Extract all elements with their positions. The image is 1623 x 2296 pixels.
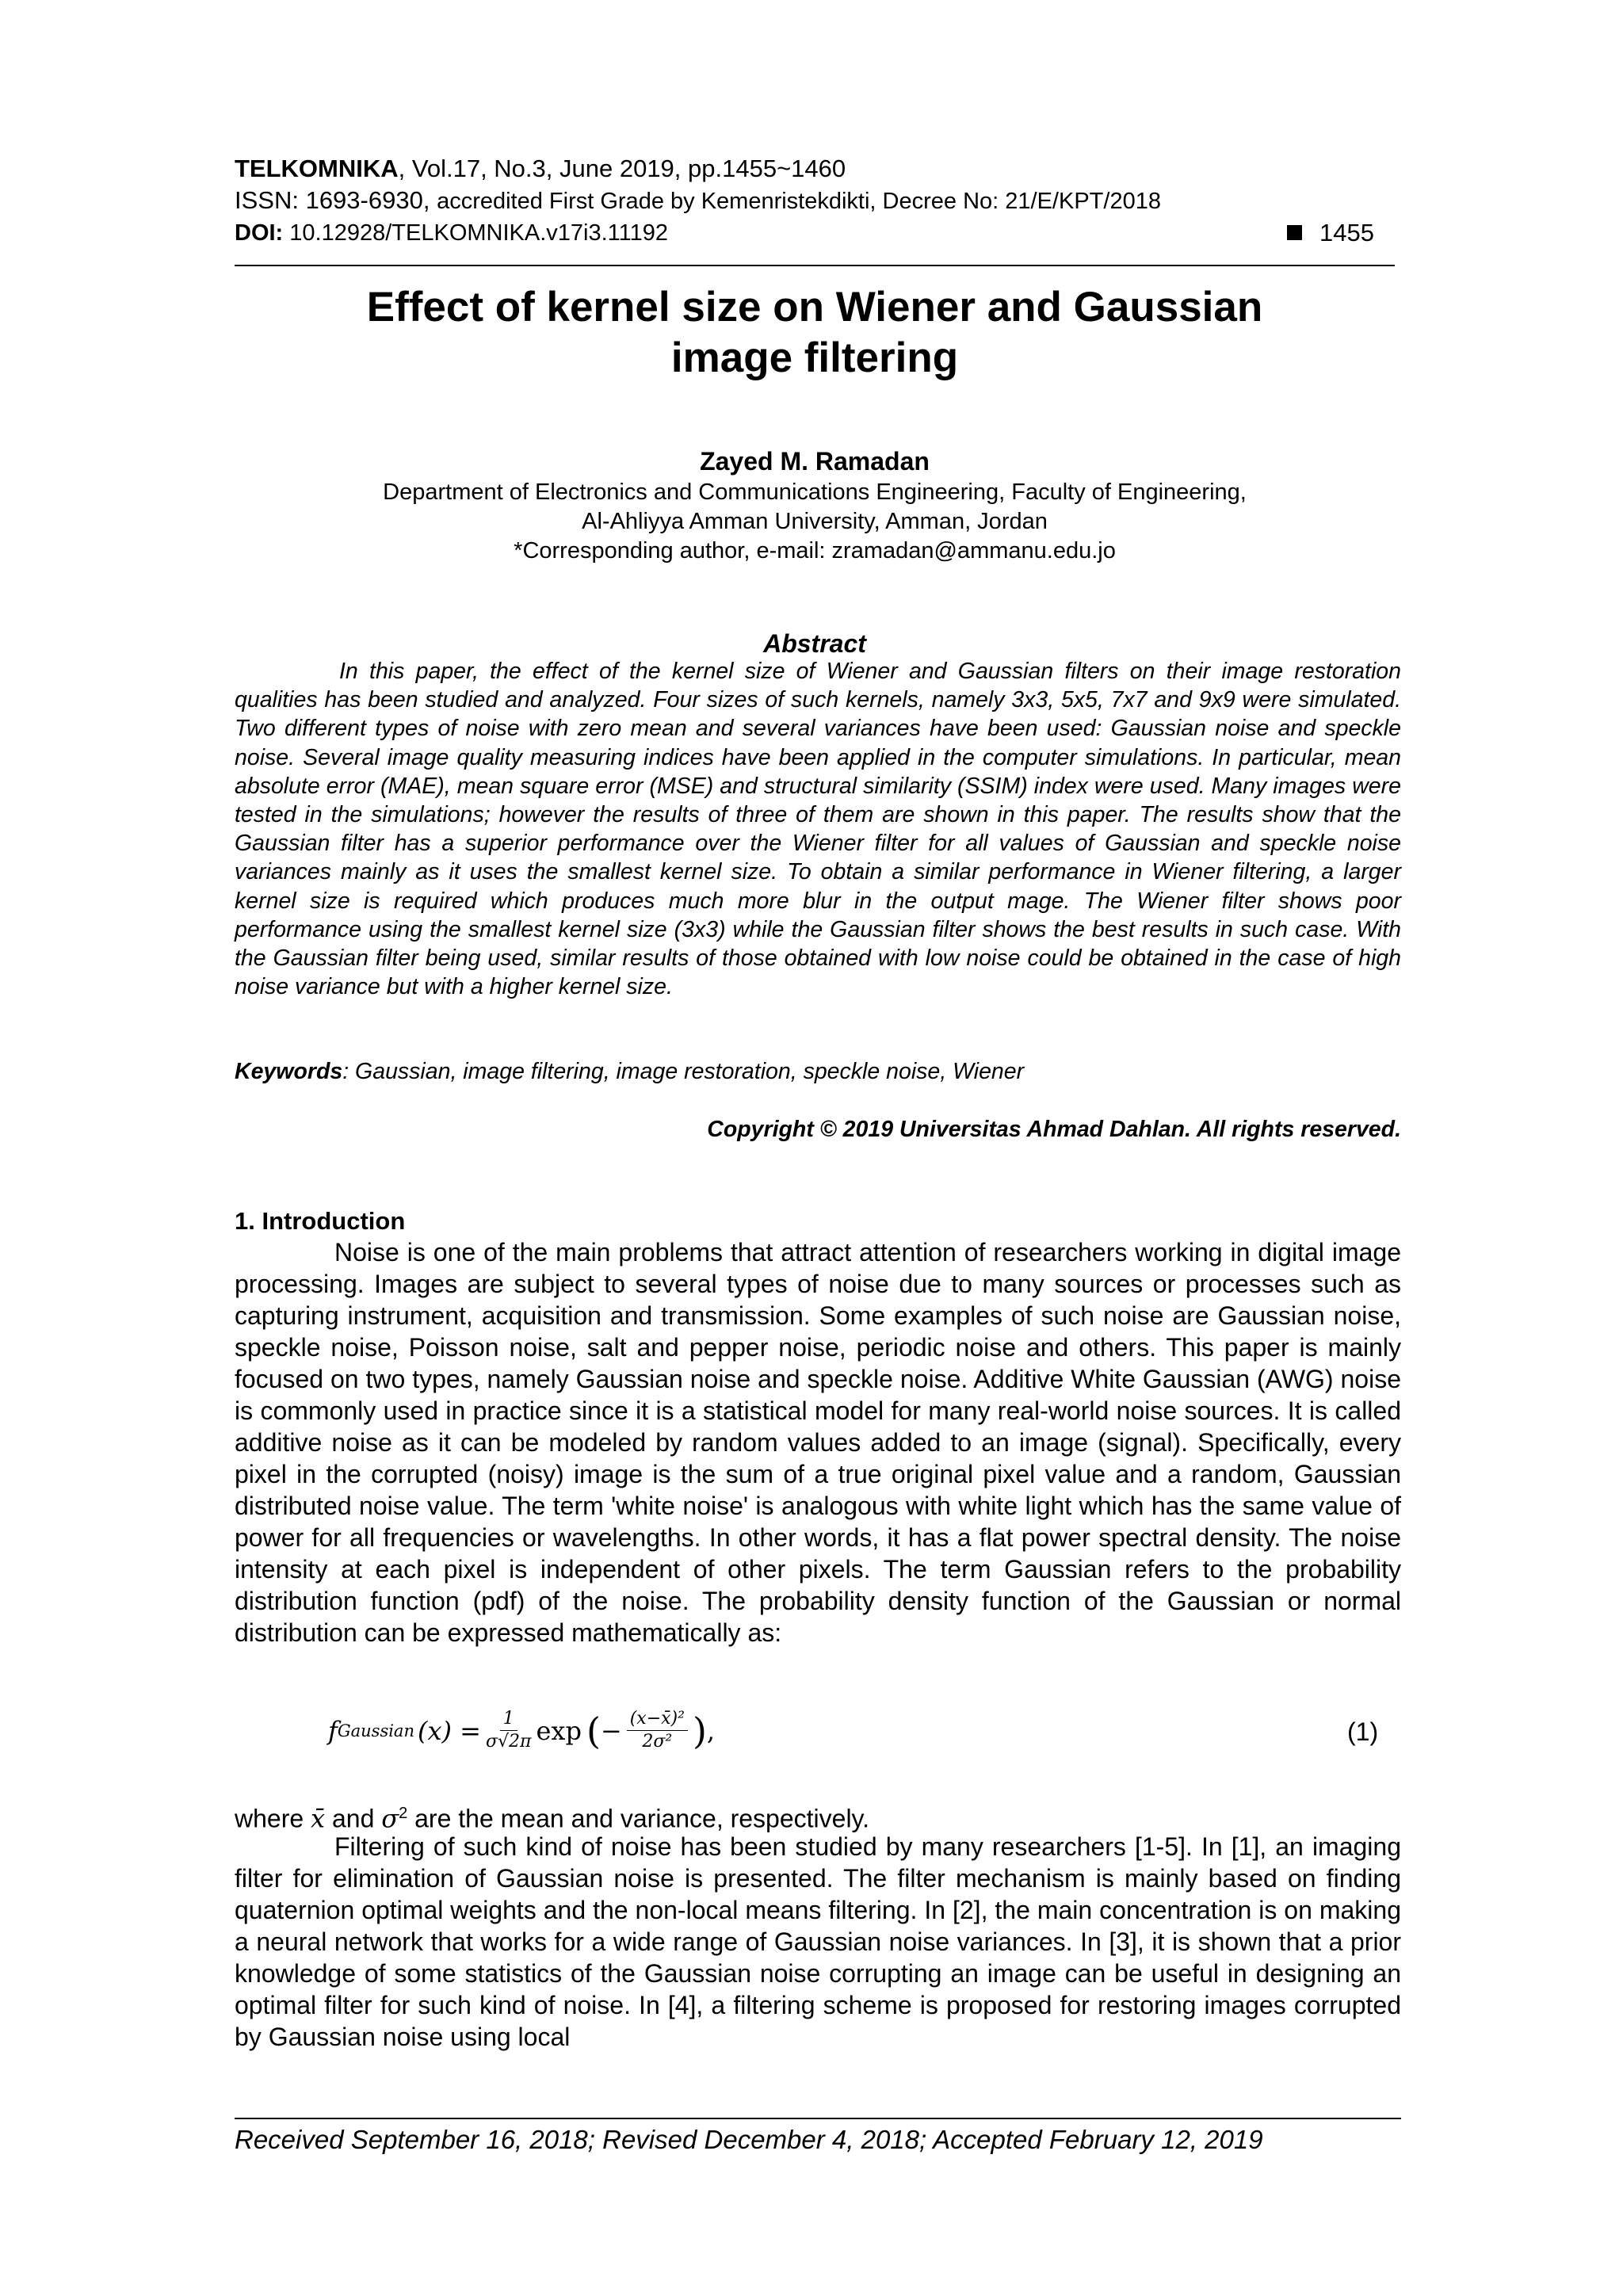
accreditation: accredited First Grade by Kemenristekdikti, Decree No: 21/E/KPT/2018	[437, 189, 1161, 214]
received-dates: Received September 16, 2018; Revised December 4, 2018; Accepted February 12, 2019	[235, 2125, 1263, 2154]
volume-info: , Vol.17, No.3, June 2019, pp.1455~1460	[398, 155, 846, 182]
intro-paragraph-1: Noise is one of the main problems that attract attention of researchers working in digital image processing. Images are subject to several types of noise due to many sources or processes such as capturing instrument, acquisition and transmission. Some examples of such noise are Gaussian noise, speckle noise, Poisson noise, salt and pepper noise, periodic noise and others. This paper is mainly focused on two types, namely Gaussian noise and speckle noise. Additive White Gaussian (AWG) noise is commonly used in practice since it is a statistical model for many real-world noise sources. It is called additive noise as it can be modeled by random values added to an image (signal). Specifically, every pixel in the corrupted (noisy) image is the sum of a true original pixel value and a random, Gaussian distributed noise value. The term 'white noise' is analogous with white light which has the same value of power for all frequencies or wavelengths. In other words, it has a flat power spectral density. The noise intensity at each pixel is independent of other pixels. The term Gaussian refers to the probability distribution function (pdf) of the noise. The probability density function of the Gaussian or normal distribution can be expressed mathematically as:	[235, 1238, 1401, 1647]
eq-frac2-num: (x−x̄)²	[627, 1708, 688, 1731]
issn-line	[235, 185, 1161, 216]
affiliation-line-1: Department of Electronics and Communications Engineering, Faculty of Engineering,	[383, 479, 1247, 505]
eq-fraction-2	[627, 1708, 688, 1753]
paper-title	[235, 282, 1395, 384]
eq-minus: −	[600, 1715, 622, 1746]
where-suffix: are the mean and variance, respectively.	[407, 1804, 870, 1833]
header-rule	[235, 265, 1395, 266]
page-number-value: 1455	[1319, 219, 1374, 246]
footer-rule	[235, 2118, 1401, 2119]
affiliation	[235, 478, 1395, 566]
where-and: and	[325, 1804, 382, 1833]
page-number	[1287, 218, 1374, 248]
eq-frac1-den: σ√2π	[485, 1732, 532, 1752]
equation-number: (1)	[1347, 1717, 1379, 1746]
eq-func: f	[328, 1715, 338, 1746]
journal-header-line	[235, 154, 846, 184]
where-line	[235, 1797, 869, 1835]
journal-name: TELKOMNIKA	[235, 155, 399, 182]
eq-exp: exp	[536, 1715, 582, 1746]
abstract-text: In this paper, the effect of the kernel size of Wiener and Gaussian filters on their image restoration qualities has been studied and analyzed. Four sizes of such kernels, namely 3x3, 5x5, 7x7 and 9x9 were simulated. Two different types of noise with zero mean and several variances have been used: Gaussian noise and speckle noise. Several image quality measuring indices have been applied in the computer simulations. In particular, mean absolute error (MAE), mean square error (MSE) and structural similarity (SSIM) index were used. Many images were tested in the simulations; however the results of three of them are shown in this paper. The results show that the Gaussian filter has a superior performance over the Wiener filter for all values of Gaussian and speckle noise variances mainly as it uses the smallest kernel size. To obtain a similar performance in Wiener filtering, a larger kernel size is required which produces much more blur in the output mage. The Wiener filter shows poor performance using the smallest kernel size (3x3) while the Gaussian filter shows the best results in such case. With the Gaussian filter being used, similar results of those obtained with low noise could be obtained in the case of high noise variance but with a higher kernel size.	[235, 659, 1401, 1000]
doi-line	[235, 218, 668, 248]
eq-paren-open: (	[586, 1709, 601, 1752]
where-prefix: where	[235, 1804, 311, 1833]
copyright: Copyright © 2019 Universitas Ahmad Dahlan. All rights reserved.	[707, 1117, 1401, 1142]
eq-arg: (x) =	[417, 1715, 481, 1746]
square-bullet-icon	[1287, 225, 1302, 240]
keywords-label: Keywords	[235, 1059, 343, 1084]
doi-label: DOI:	[235, 220, 284, 246]
abstract-heading: Abstract	[763, 629, 866, 658]
eq-frac1-num: 1	[500, 1708, 517, 1731]
author-name: Zayed M. Ramadan	[700, 447, 930, 476]
mean-symbol: x̄	[311, 1803, 326, 1834]
title-line-2: image filtering	[670, 334, 959, 381]
keywords-list: : Gaussian, image filtering, image restoration, speckle noise, Wiener	[342, 1059, 1025, 1084]
title-line-1: Effect of kernel size on Wiener and Gaussian	[366, 284, 1263, 330]
eq-comma: ,	[706, 1715, 716, 1746]
issn: ISSN: 1693-6930,	[235, 186, 437, 214]
eq-fraction-1	[486, 1708, 532, 1753]
sigma-symbol: σ	[381, 1803, 399, 1834]
keywords	[235, 1057, 1024, 1086]
equation-1	[328, 1708, 715, 1753]
eq-func-sub: Gaussian	[337, 1721, 414, 1740]
doi-value: 10.12928/TELKOMNIKA.v17i3.11192	[283, 220, 668, 246]
affiliation-line-2: Al-Ahliyya Amman University, Amman, Jordan	[582, 509, 1048, 534]
corresponding-author: *Corresponding author, e-mail: zramadan@ammanu.edu.jo	[514, 538, 1116, 563]
intro-paragraph-2: Filtering of such kind of noise has been studied by many researchers [1-5]. In [1], an imaging filter for elimination of Gaussian noise is presented. The filter mechanism is mainly based on finding quaternion optimal weights and the non-local means filtering. In [2], the main concentration is on making a neural network that works for a wide range of Gaussian noise variances. In [3], it is shown that a prior knowledge of some statistics of the Gaussian noise corrupting an image can be useful in designing an optimal filter for such kind of noise. In [4], a filtering scheme is proposed for restoring images corrupted by Gaussian noise using local	[235, 1832, 1401, 2051]
eq-frac2-den: 2σ²	[642, 1732, 673, 1752]
section-heading-introduction: 1. Introduction	[235, 1207, 406, 1235]
sigma-superscript: 2	[399, 1805, 408, 1822]
eq-paren-close: )	[692, 1709, 707, 1752]
